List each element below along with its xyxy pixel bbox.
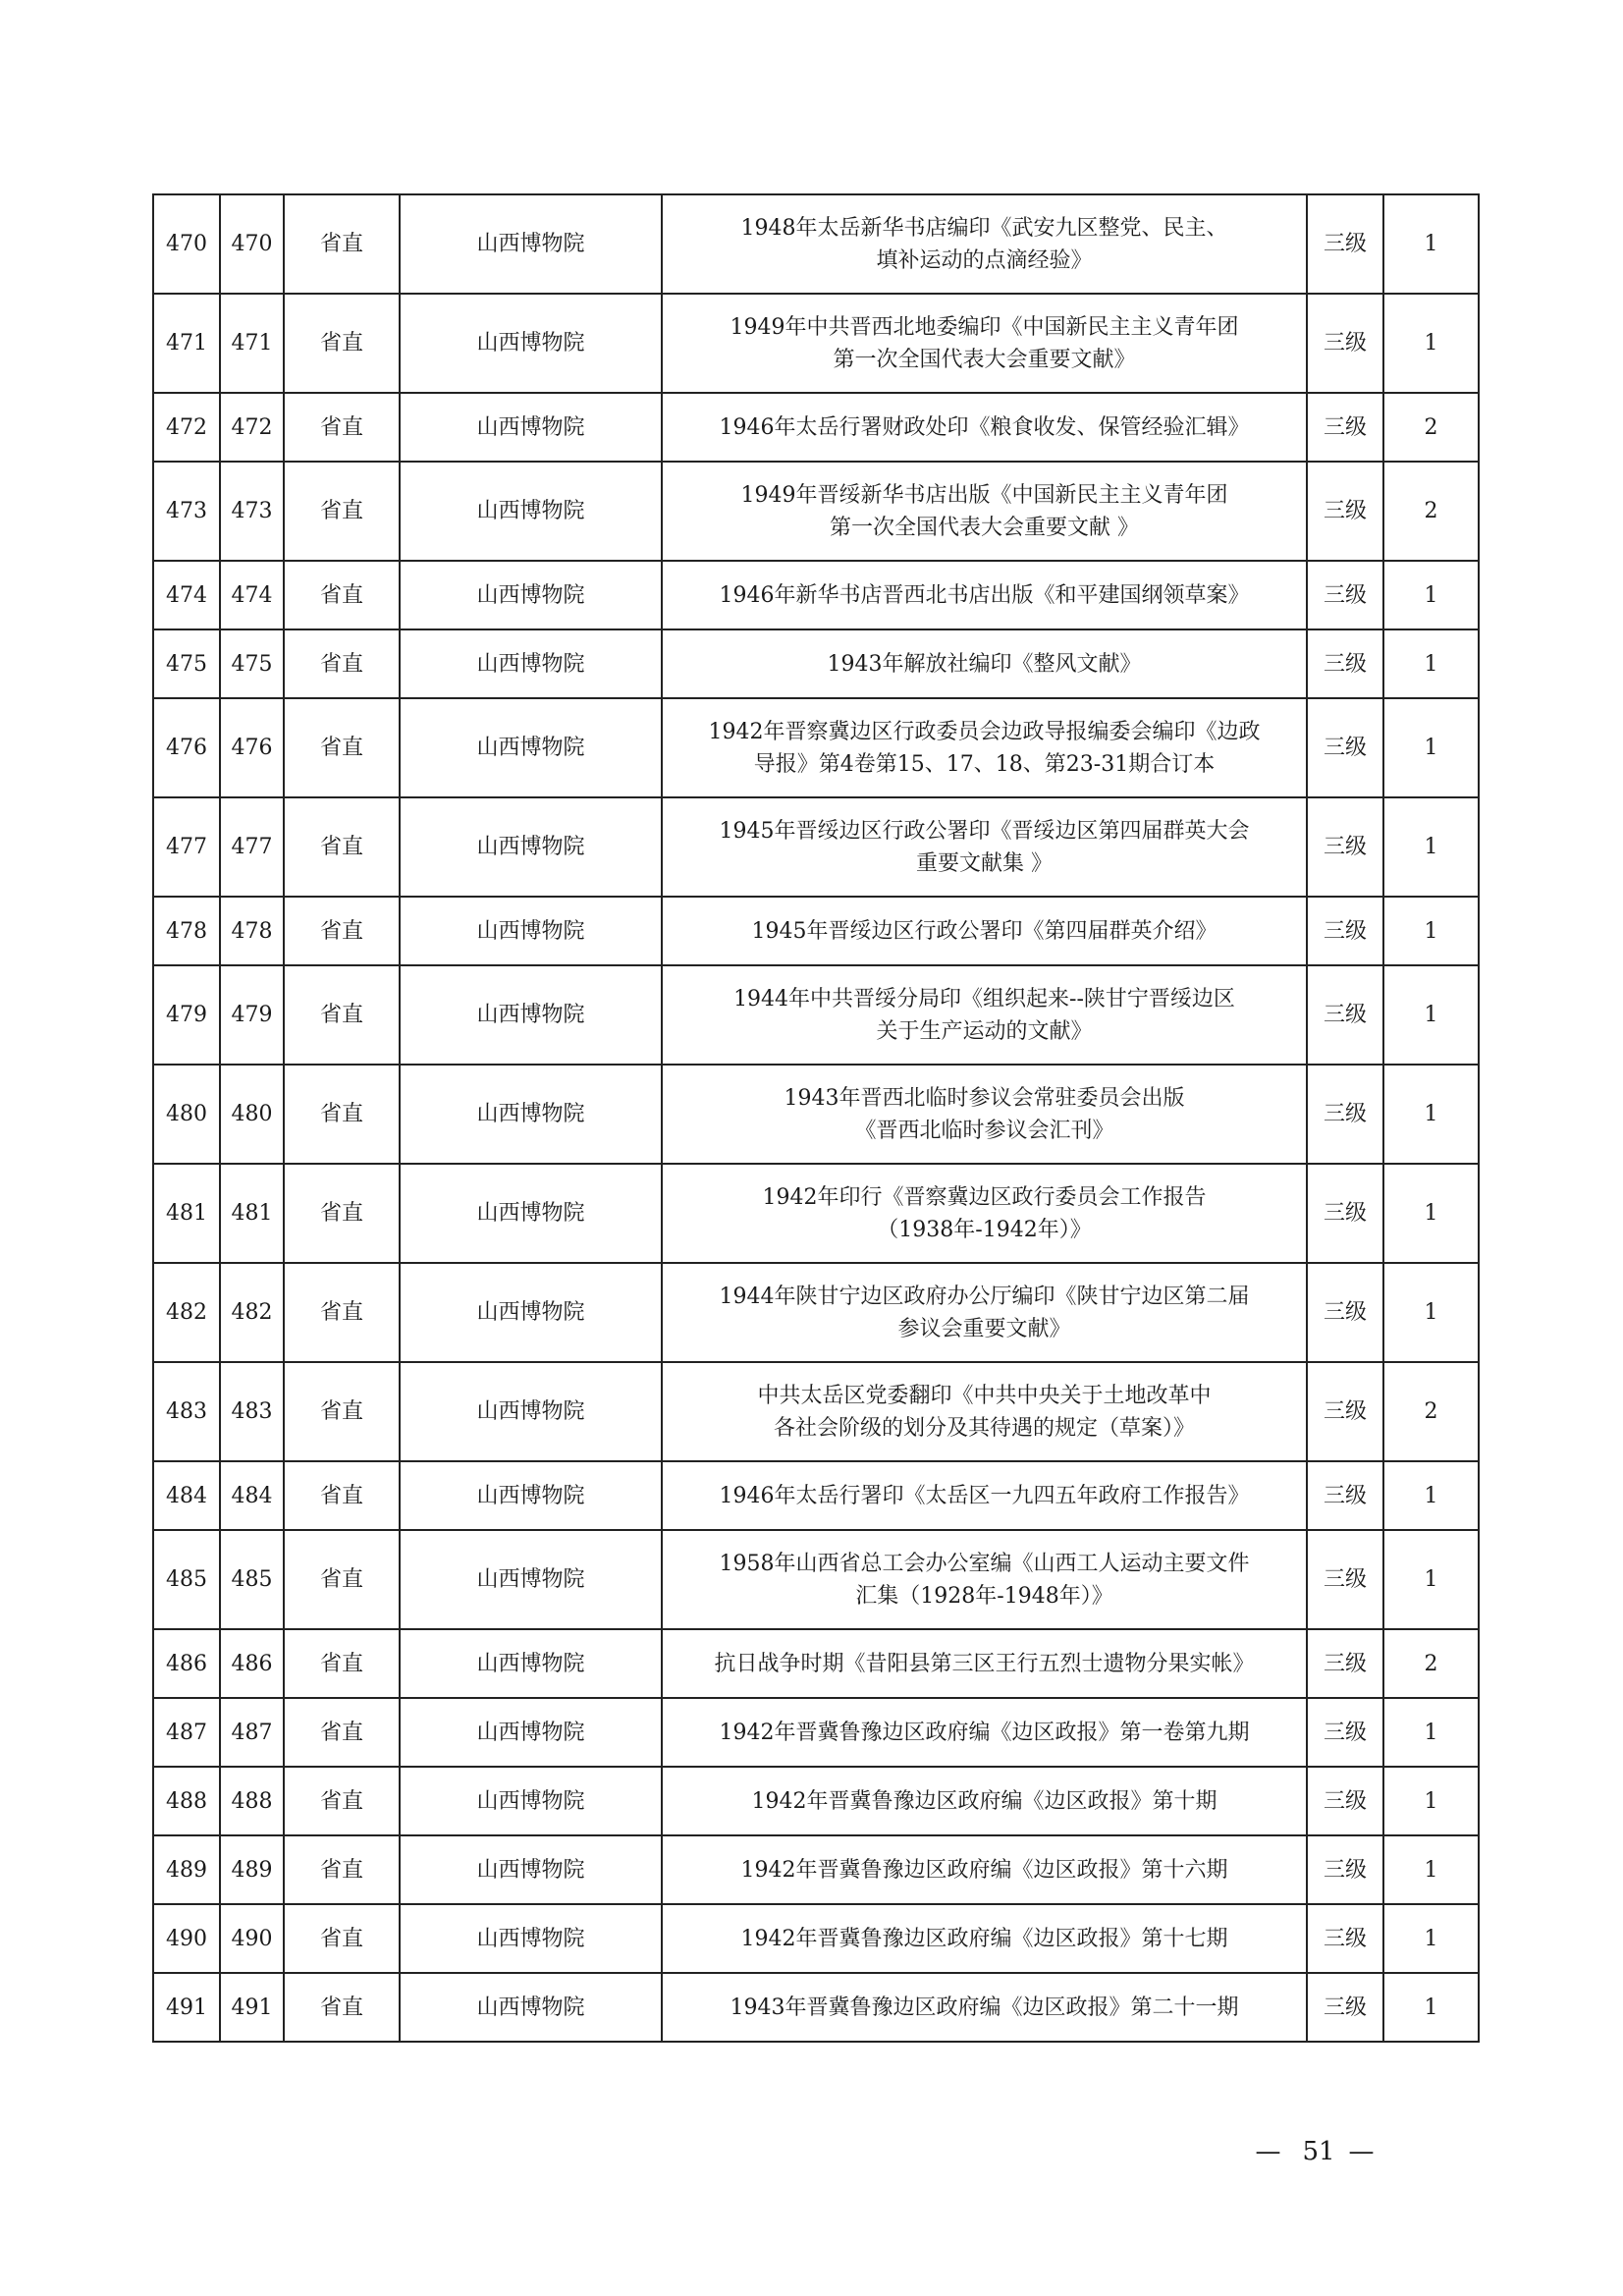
table-row <box>153 1065 1479 1164</box>
cell-quantity: 2 <box>1383 1629 1479 1698</box>
table-row <box>153 1362 1479 1461</box>
title-line: （1938年-1942年）》 <box>877 1217 1092 1242</box>
cell-seq-number: 484 <box>153 1461 220 1530</box>
cell-seq-number: 481 <box>153 1164 220 1263</box>
cell-unit: 山西博物院 <box>400 1065 662 1164</box>
table-row <box>153 1904 1479 1973</box>
cell-record-number: 482 <box>220 1263 284 1362</box>
cell-title <box>662 1904 1307 1973</box>
cell-record-number: 491 <box>220 1973 284 2042</box>
title-line: 中共太岳区党委翻印《中共中央关于土地改革中 <box>757 1383 1212 1408</box>
title-line: 抗日战争时期《昔阳县第三区王行五烈士遗物分果实帐》 <box>714 1651 1255 1676</box>
cell-record-number: 486 <box>220 1629 284 1698</box>
cell-seq-number: 472 <box>153 393 220 462</box>
cell-grade: 三级 <box>1307 1530 1383 1629</box>
cell-grade: 三级 <box>1307 294 1383 393</box>
cell-title <box>662 1530 1307 1629</box>
cell-record-number: 483 <box>220 1362 284 1461</box>
cell-record-number: 477 <box>220 797 284 897</box>
cell-grade: 三级 <box>1307 462 1383 561</box>
cell-unit: 山西博物院 <box>400 797 662 897</box>
cell-quantity: 1 <box>1383 797 1479 897</box>
cell-level: 省直 <box>284 1461 400 1530</box>
cell-level: 省直 <box>284 1530 400 1629</box>
cell-seq-number: 486 <box>153 1629 220 1698</box>
table-row <box>153 965 1479 1065</box>
cell-unit: 山西博物院 <box>400 462 662 561</box>
cell-quantity: 1 <box>1383 294 1479 393</box>
cell-seq-number: 471 <box>153 294 220 393</box>
cell-level: 省直 <box>284 1973 400 2042</box>
table-row <box>153 897 1479 965</box>
cell-level: 省直 <box>284 294 400 393</box>
cell-unit: 山西博物院 <box>400 393 662 462</box>
cell-level: 省直 <box>284 393 400 462</box>
table-row <box>153 194 1479 294</box>
cell-level: 省直 <box>284 561 400 629</box>
cell-seq-number: 482 <box>153 1263 220 1362</box>
title-line: 重要文献集 》 <box>916 850 1053 876</box>
cell-quantity: 1 <box>1383 1461 1479 1530</box>
title-line: 1943年晋西北临时参议会常驻委员会出版 <box>784 1085 1185 1111</box>
cell-grade: 三级 <box>1307 897 1383 965</box>
records-table <box>152 193 1480 2043</box>
cell-grade: 三级 <box>1307 629 1383 698</box>
cell-seq-number: 485 <box>153 1530 220 1629</box>
title-line: 汇集（1928年-1948年）》 <box>855 1583 1113 1609</box>
title-line: 第一次全国代表大会重要文献 》 <box>830 515 1139 540</box>
table-row <box>153 1629 1479 1698</box>
title-line: 1949年中共晋西北地委编印《中国新民主主义青年团 <box>730 314 1239 340</box>
cell-grade: 三级 <box>1307 965 1383 1065</box>
cell-title <box>662 393 1307 462</box>
cell-title <box>662 194 1307 294</box>
cell-level: 省直 <box>284 698 400 797</box>
table-row <box>153 797 1479 897</box>
table-row <box>153 629 1479 698</box>
table-row <box>153 1835 1479 1904</box>
cell-quantity: 1 <box>1383 1835 1479 1904</box>
cell-seq-number: 474 <box>153 561 220 629</box>
cell-title <box>662 1767 1307 1835</box>
table-row <box>153 1973 1479 2042</box>
cell-record-number: 471 <box>220 294 284 393</box>
cell-quantity: 1 <box>1383 1530 1479 1629</box>
cell-grade: 三级 <box>1307 1835 1383 1904</box>
title-line: 1942年晋冀鲁豫边区政府编《边区政报》第十六期 <box>740 1857 1228 1883</box>
cell-grade: 三级 <box>1307 1698 1383 1767</box>
cell-title <box>662 897 1307 965</box>
cell-level: 省直 <box>284 1835 400 1904</box>
cell-seq-number: 487 <box>153 1698 220 1767</box>
cell-level: 省直 <box>284 1065 400 1164</box>
cell-record-number: 485 <box>220 1530 284 1629</box>
cell-grade: 三级 <box>1307 698 1383 797</box>
cell-level: 省直 <box>284 965 400 1065</box>
cell-quantity: 1 <box>1383 1065 1479 1164</box>
cell-unit: 山西博物院 <box>400 698 662 797</box>
table-row <box>153 1461 1479 1530</box>
cell-level: 省直 <box>284 1767 400 1835</box>
cell-unit: 山西博物院 <box>400 1767 662 1835</box>
cell-unit: 山西博物院 <box>400 965 662 1065</box>
cell-title <box>662 629 1307 698</box>
title-line: 1942年印行《晋察冀边区政行委员会工作报告 <box>762 1184 1207 1210</box>
cell-grade: 三级 <box>1307 1629 1383 1698</box>
cell-grade: 三级 <box>1307 1065 1383 1164</box>
cell-seq-number: 473 <box>153 462 220 561</box>
cell-seq-number: 489 <box>153 1835 220 1904</box>
cell-title <box>662 1362 1307 1461</box>
cell-grade: 三级 <box>1307 1263 1383 1362</box>
title-line: 1942年晋冀鲁豫边区政府编《边区政报》第一卷第九期 <box>719 1720 1250 1745</box>
cell-quantity: 1 <box>1383 1164 1479 1263</box>
title-line: 1946年新华书店晋西北书店出版《和平建国纲领草案》 <box>719 582 1250 608</box>
title-line: 1944年陕甘宁边区政府办公厅编印《陕甘宁边区第二届 <box>719 1284 1250 1309</box>
cell-quantity: 1 <box>1383 1973 1479 2042</box>
cell-level: 省直 <box>284 1263 400 1362</box>
title-line: 1942年晋冀鲁豫边区政府编《边区政报》第十期 <box>751 1788 1217 1814</box>
cell-grade: 三级 <box>1307 797 1383 897</box>
table-row <box>153 1263 1479 1362</box>
cell-record-number: 490 <box>220 1904 284 1973</box>
title-line: 1945年晋绥边区行政公署印《晋绥边区第四届群英大会 <box>719 818 1250 844</box>
cell-unit: 山西博物院 <box>400 1698 662 1767</box>
cell-unit: 山西博物院 <box>400 1164 662 1263</box>
records-table-body <box>153 194 1479 2042</box>
cell-title <box>662 462 1307 561</box>
cell-quantity: 1 <box>1383 1263 1479 1362</box>
cell-unit: 山西博物院 <box>400 897 662 965</box>
title-line: 第一次全国代表大会重要文献》 <box>833 347 1136 372</box>
cell-quantity: 1 <box>1383 561 1479 629</box>
cell-record-number: 479 <box>220 965 284 1065</box>
cell-title <box>662 1973 1307 2042</box>
cell-quantity: 1 <box>1383 1904 1479 1973</box>
cell-seq-number: 478 <box>153 897 220 965</box>
cell-title <box>662 1835 1307 1904</box>
cell-level: 省直 <box>284 1629 400 1698</box>
title-line: 《晋西北临时参议会汇刊》 <box>854 1118 1114 1143</box>
cell-unit: 山西博物院 <box>400 1835 662 1904</box>
cell-unit: 山西博物院 <box>400 629 662 698</box>
title-line: 1942年晋冀鲁豫边区政府编《边区政报》第十七期 <box>740 1926 1228 1951</box>
cell-grade: 三级 <box>1307 561 1383 629</box>
cell-grade: 三级 <box>1307 1164 1383 1263</box>
page-footer: — 51 — <box>1255 2137 1382 2166</box>
table-row <box>153 1530 1479 1629</box>
cell-quantity: 1 <box>1383 194 1479 294</box>
cell-quantity: 2 <box>1383 393 1479 462</box>
title-line: 1949年晋绥新华书店出版《中国新民主主义青年团 <box>740 482 1228 508</box>
cell-level: 省直 <box>284 1698 400 1767</box>
title-line: 1943年解放社编印《整风文献》 <box>827 651 1142 677</box>
table-row <box>153 561 1479 629</box>
title-line: 1946年太岳行署财政处印《粮食收发、保管经验汇辑》 <box>719 414 1250 440</box>
cell-grade: 三级 <box>1307 393 1383 462</box>
table-row <box>153 698 1479 797</box>
cell-record-number: 473 <box>220 462 284 561</box>
table-row <box>153 1164 1479 1263</box>
cell-grade: 三级 <box>1307 194 1383 294</box>
cell-quantity: 2 <box>1383 462 1479 561</box>
title-line: 各社会阶级的划分及其待遇的规定（草案）》 <box>773 1415 1195 1441</box>
cell-title <box>662 1698 1307 1767</box>
cell-level: 省直 <box>284 629 400 698</box>
cell-quantity: 1 <box>1383 698 1479 797</box>
table-row <box>153 393 1479 462</box>
title-line: 1948年太岳新华书店编印《武安九区整党、民主、 <box>740 215 1228 241</box>
cell-level: 省直 <box>284 1164 400 1263</box>
cell-unit: 山西博物院 <box>400 194 662 294</box>
cell-unit: 山西博物院 <box>400 1629 662 1698</box>
cell-title <box>662 294 1307 393</box>
cell-unit: 山西博物院 <box>400 1973 662 2042</box>
title-line: 1942年晋察冀边区行政委员会边政导报编委会编印《边政 <box>708 719 1261 744</box>
cell-grade: 三级 <box>1307 1767 1383 1835</box>
cell-title <box>662 1629 1307 1698</box>
cell-seq-number: 491 <box>153 1973 220 2042</box>
cell-quantity: 1 <box>1383 1767 1479 1835</box>
cell-quantity: 1 <box>1383 965 1479 1065</box>
cell-level: 省直 <box>284 797 400 897</box>
cell-title <box>662 1065 1307 1164</box>
cell-seq-number: 477 <box>153 797 220 897</box>
title-line: 填补运动的点滴经验》 <box>876 247 1093 273</box>
cell-record-number: 487 <box>220 1698 284 1767</box>
cell-seq-number: 470 <box>153 194 220 294</box>
cell-unit: 山西博物院 <box>400 1904 662 1973</box>
cell-title <box>662 1461 1307 1530</box>
title-line: 1945年晋绥边区行政公署印《第四届群英介绍》 <box>751 918 1217 944</box>
cell-level: 省直 <box>284 1362 400 1461</box>
title-line: 关于生产运动的文献》 <box>876 1018 1093 1044</box>
table-row <box>153 1767 1479 1835</box>
cell-unit: 山西博物院 <box>400 1530 662 1629</box>
cell-seq-number: 475 <box>153 629 220 698</box>
title-line: 1943年晋冀鲁豫边区政府编《边区政报》第二十一期 <box>730 1995 1239 2020</box>
cell-seq-number: 483 <box>153 1362 220 1461</box>
title-line: 1944年中共晋绥分局印《组织起来--陕甘宁晋绥边区 <box>733 986 1235 1011</box>
cell-title <box>662 1164 1307 1263</box>
cell-unit: 山西博物院 <box>400 294 662 393</box>
cell-title <box>662 965 1307 1065</box>
cell-record-number: 475 <box>220 629 284 698</box>
cell-seq-number: 479 <box>153 965 220 1065</box>
cell-record-number: 470 <box>220 194 284 294</box>
page-number: 51 <box>1302 2137 1335 2166</box>
cell-record-number: 481 <box>220 1164 284 1263</box>
cell-unit: 山西博物院 <box>400 1362 662 1461</box>
cell-title <box>662 1263 1307 1362</box>
table-row <box>153 294 1479 393</box>
cell-grade: 三级 <box>1307 1904 1383 1973</box>
cell-quantity: 1 <box>1383 629 1479 698</box>
title-line: 导报》第4卷第15、17、18、第23-31期合订本 <box>753 751 1216 777</box>
table-row <box>153 462 1479 561</box>
cell-record-number: 480 <box>220 1065 284 1164</box>
cell-level: 省直 <box>284 1904 400 1973</box>
cell-record-number: 488 <box>220 1767 284 1835</box>
cell-grade: 三级 <box>1307 1362 1383 1461</box>
cell-seq-number: 488 <box>153 1767 220 1835</box>
cell-level: 省直 <box>284 194 400 294</box>
title-line: 1958年山西省总工会办公室编《山西工人运动主要文件 <box>719 1551 1250 1576</box>
cell-seq-number: 476 <box>153 698 220 797</box>
cell-record-number: 472 <box>220 393 284 462</box>
table-row <box>153 1698 1479 1767</box>
cell-title <box>662 797 1307 897</box>
cell-level: 省直 <box>284 897 400 965</box>
cell-record-number: 474 <box>220 561 284 629</box>
cell-unit: 山西博物院 <box>400 1263 662 1362</box>
cell-record-number: 478 <box>220 897 284 965</box>
cell-unit: 山西博物院 <box>400 561 662 629</box>
cell-grade: 三级 <box>1307 1973 1383 2042</box>
cell-level: 省直 <box>284 462 400 561</box>
title-line: 参议会重要文献》 <box>897 1316 1071 1341</box>
cell-quantity: 1 <box>1383 1698 1479 1767</box>
cell-seq-number: 490 <box>153 1904 220 1973</box>
cell-title <box>662 561 1307 629</box>
title-line: 1946年太岳行署印《太岳区一九四五年政府工作报告》 <box>719 1483 1250 1508</box>
cell-quantity: 1 <box>1383 897 1479 965</box>
cell-record-number: 489 <box>220 1835 284 1904</box>
cell-record-number: 476 <box>220 698 284 797</box>
cell-title <box>662 698 1307 797</box>
cell-quantity: 2 <box>1383 1362 1479 1461</box>
cell-record-number: 484 <box>220 1461 284 1530</box>
cell-seq-number: 480 <box>153 1065 220 1164</box>
cell-grade: 三级 <box>1307 1461 1383 1530</box>
cell-unit: 山西博物院 <box>400 1461 662 1530</box>
